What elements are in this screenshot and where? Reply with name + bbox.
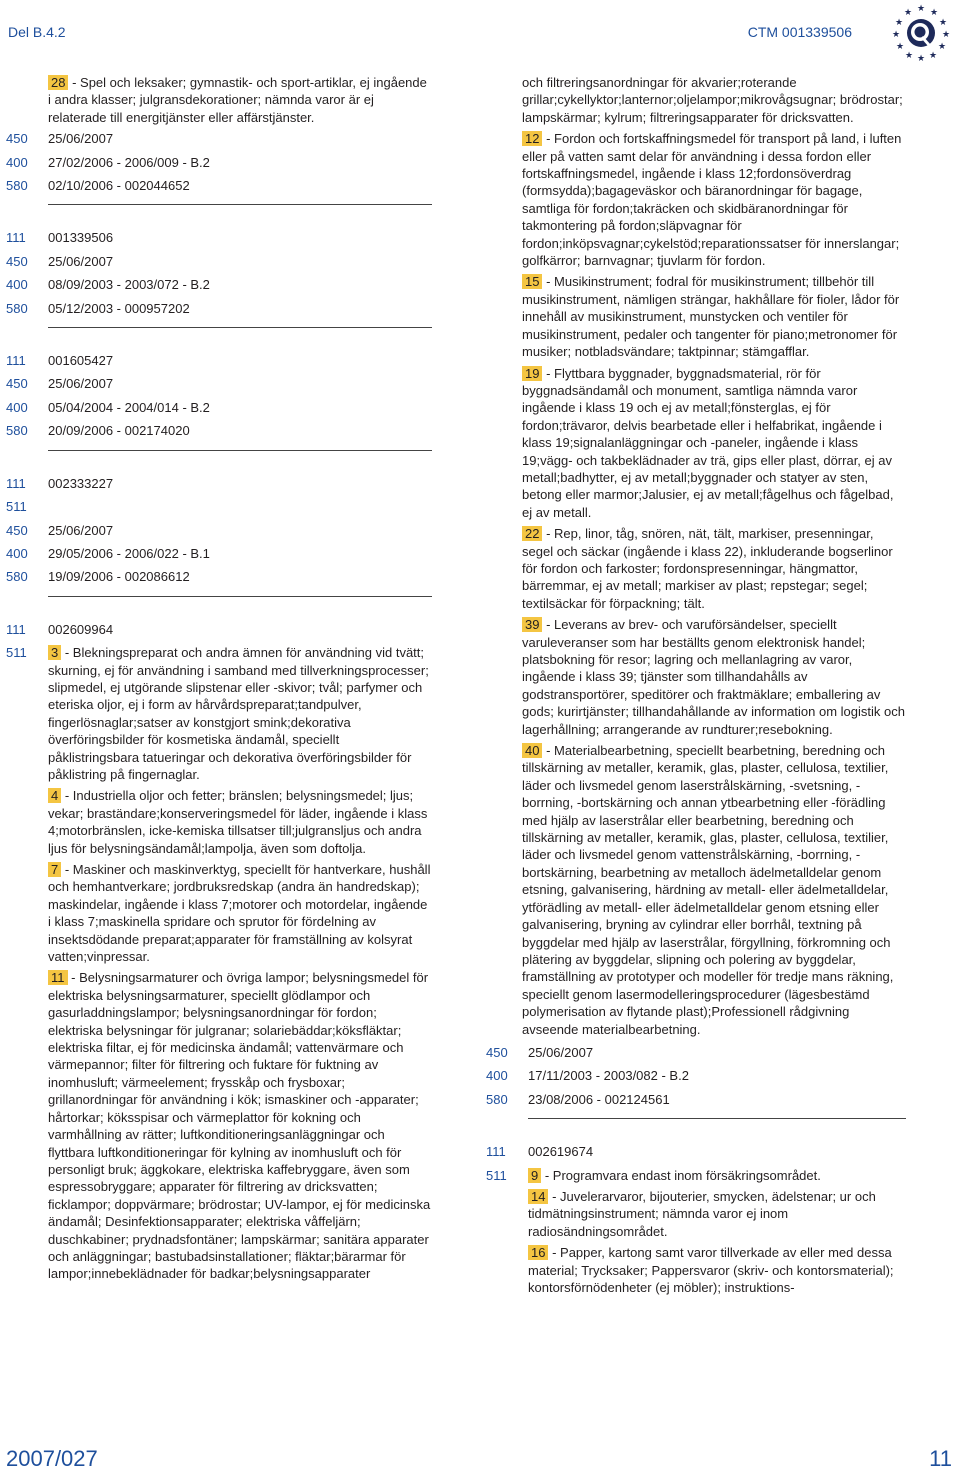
field-value: 001605427 — [48, 353, 114, 369]
field-code: 111 — [486, 1144, 506, 1160]
field-row — [0, 399, 432, 416]
class-description: - Rep, linor, tåg, snören, nät, tält, markiser, presenningar, segel och säckar (ingående i klass 22), inkluderande bogserlinor för fordon och farkoster; fordonspresenningar, hängmattor, bärremmar, ej av metall; markiser av plast; repstegar; segel; textilsäckar för förpackning; tält. — [522, 526, 893, 611]
field-value: 17/11/2003 - 2003/082 - B.2 — [528, 1068, 689, 1084]
field-row — [0, 177, 432, 194]
goods-class-paragraph — [48, 74, 432, 126]
svg-text:★: ★ — [895, 42, 905, 52]
svg-text:★: ★ — [903, 8, 913, 18]
goods-class-paragraph — [528, 1244, 906, 1296]
class-number-badge: 11 — [48, 970, 68, 985]
class-description: och filtreringsanordningar för akvarier;roterande grillar;cykellyktor;lanternor;oljelampor;mikrovågsugnar; brödrostar; lampskärmar; kylrum; filtreringsapparater för dricksvatten. — [522, 75, 903, 125]
field-value: 02/10/2006 - 002044652 — [48, 178, 190, 194]
class-description: - Papper, kartong samt varor tillverkade av eller med dessa material; Trycksaker; Pappersvaror (skriv- och kontorsmaterial); kontorsförnödenheter (ej möbler); instruktions- — [528, 1245, 894, 1295]
field-row — [0, 253, 432, 270]
class-number-badge: 12 — [522, 131, 542, 146]
svg-text:★: ★ — [894, 18, 904, 28]
class-number-badge: 15 — [522, 274, 542, 289]
goods-class-paragraph — [528, 1188, 906, 1240]
field-code: 580 — [6, 178, 28, 194]
field-code: 511 — [6, 499, 27, 515]
field-code: 400 — [6, 399, 28, 415]
goods-services-field — [480, 1167, 906, 1301]
field-value: 002609964 — [48, 621, 114, 637]
class-description: - Fordon och fortskaffningsmedel för transport på land, i luften eller på vatten samt delar för användning i dessa fordon eller fortskaffningsmedel, ingående i klass 12;fordonsöverdrag (formsydda);bagageväskor och bäranordningar för bagage, samtliga för fordon;takräcken och skidbäranordningar för takmontering på fordon;släpvagnar för fordon;inköpsvagnar;cykelstöd;reparationssatser för innerslangar; golfkärror; barnvagnar; tjuvlarm för fordon. — [522, 131, 902, 269]
class-number-badge: 19 — [522, 366, 542, 381]
svg-text:★: ★ — [928, 51, 938, 61]
goods-continuation-paragraph — [522, 74, 906, 126]
field-code: 580 — [6, 569, 28, 585]
goods-class-paragraph — [522, 273, 906, 360]
field-value: 05/12/2003 - 000957202 — [48, 300, 190, 316]
trademark-record — [0, 475, 432, 586]
field-value: 001339506 — [48, 230, 114, 246]
field-row — [480, 1091, 906, 1108]
field-row — [0, 545, 432, 562]
class-description: - Flyttbara byggnader, byggnadsmaterial, rör för byggnadsändamål och monument, samtliga nämnda varor ingående i klass 19 och ej av metall;fönsterglas, ej för fordon;trävaror, delvis bearbetade eller i helfabrikat, ingående i klass 19;signalanläggningar och -paneler, ingående i klass 19;vägg- och takbeklädnader av trä, gips eller plast, dörrar, ej av metall;badhytter, ej av metall;byggnader och statyer av sten, betong eller marmor;Jalusier, ej av metall;fågelhus och fågelbad, ej av metall. — [522, 365, 894, 520]
page-section-label: Del B.4.2 — [8, 24, 66, 40]
field-row — [480, 1044, 906, 1061]
field-code: 111 — [6, 230, 26, 246]
goods-class-paragraph — [522, 742, 906, 1038]
goods-services-field — [0, 644, 432, 1287]
field-row — [480, 1067, 906, 1084]
goods-services-list — [528, 1167, 906, 1301]
right-column — [480, 74, 906, 1306]
class-description: - Programvara endast inom försäkringsområdet. — [544, 1167, 821, 1183]
record-divider — [48, 596, 432, 597]
field-value: 25/06/2007 — [48, 253, 114, 269]
trademark-record — [480, 1143, 906, 1300]
class-number-badge: 16 — [528, 1245, 548, 1260]
class-description: - Blekningspreparat och andra ämnen för användning vid tvätt; skurning, ej för användning i samband med tillverkningsprocesser; slipmedel, ej utgörande slipstenar eller -skivor; tvål; parfymer och eteriska oljor, ej i form av hårvårdspreparat;tandpulver, fingerlösnaglar;satser av konstgjort smink;dekorativa överföringsbilder för kosmetiska ändamål, speciellt påklistringsbara tatueringar och dekorativa överföringsbilder för påklistring på fingernaglar. — [48, 645, 429, 782]
field-code: 111 — [6, 621, 26, 637]
field-value: 23/08/2006 - 002124561 — [528, 1091, 670, 1107]
class-number-badge: 39 — [522, 617, 542, 632]
field-value: 08/09/2003 - 2003/072 - B.2 — [48, 277, 210, 293]
class-number-badge: 3 — [48, 645, 61, 660]
field-row — [0, 154, 432, 171]
field-value: 20/09/2006 - 002174020 — [48, 423, 190, 439]
record-divider — [48, 204, 432, 205]
field-code: 450 — [6, 376, 28, 392]
svg-text:★: ★ — [904, 51, 914, 61]
field-row — [0, 130, 432, 147]
goods-class-paragraph — [522, 616, 906, 738]
goods-services-list — [48, 644, 432, 1287]
field-value: 27/02/2006 - 2006/009 - B.2 — [48, 154, 210, 170]
field-value: 29/05/2006 - 2006/022 - B.1 — [48, 545, 210, 561]
field-row — [0, 352, 432, 369]
bulletin-issue: 2007/027 — [6, 1446, 98, 1471]
field-value: 25/06/2007 — [528, 1044, 594, 1060]
field-value: 002333227 — [48, 475, 114, 491]
field-code: 400 — [486, 1068, 508, 1084]
trademark-record — [0, 621, 432, 1287]
goods-class-paragraph — [528, 1167, 906, 1184]
svg-text:★: ★ — [929, 8, 939, 18]
class-number-badge: 28 — [48, 75, 68, 90]
class-description: - Leverans av brev- och varuförsändelser, speciellt varuleveranser som har beställts genom elektronisk handel; platsbokning för resor; lagring och mellanlagring av varor, ingående i klass 39; tjänster som tillhandahålls av godstransportörer, speditörer och fraktmäklare; emballering av gods; kurirtjänster; tillhandahållande av information om logistik och lagerhållning; arrangerande av rundturer;resebokning. — [522, 617, 905, 737]
field-code: 400 — [6, 545, 28, 561]
goods-class-paragraph — [48, 787, 432, 857]
class-number-badge: 9 — [528, 1168, 541, 1183]
carry-over-goods-text — [48, 74, 432, 126]
eu-emblem-icon — [890, 2, 952, 62]
field-code: 580 — [486, 1091, 508, 1107]
svg-text:★: ★ — [891, 30, 901, 40]
field-code: 450 — [6, 131, 28, 147]
field-code: 450 — [486, 1044, 508, 1060]
field-value: 25/06/2007 — [48, 376, 114, 392]
field-code: 400 — [6, 154, 28, 170]
field-row — [0, 568, 432, 585]
svg-text:★: ★ — [941, 30, 951, 40]
page-number: 11 — [929, 1446, 952, 1471]
class-description: - Maskiner och maskinverktyg, speciellt för hantverkare, hushåll och hemhantverkare; jordbruksredskap (andra än handredskap); maskindelar, ingående i klass 7;motorer och motordelar, ingående i klass 7;maskinella spridare och sprutor för fördelning av insektsdödande preparat;apparater för framställning av kolsyrat vatten;vinpressar. — [48, 862, 431, 965]
carry-over-goods-text — [522, 74, 906, 1038]
svg-text:★: ★ — [916, 54, 926, 62]
svg-text:★: ★ — [938, 18, 948, 28]
trademark-record — [0, 352, 432, 440]
class-description: - Musikinstrument; fodral för musikinstrument; tillbehör till musikinstrument, nämligen strängar, hakhållare för fioler, lådor för innehåll av musikinstrument, munstycken och ventiler för musikinstrument, pedaler och tangenter för piano;metronomer för musiker; notbladsvändare; taktpinnar; stämgafflar. — [522, 274, 900, 360]
field-code: 400 — [6, 277, 28, 293]
goods-class-paragraph — [522, 525, 906, 612]
field-row — [0, 300, 432, 317]
field-value: 25/06/2007 — [48, 131, 114, 147]
class-number-badge: 40 — [522, 743, 542, 758]
class-number-badge: 14 — [528, 1189, 548, 1204]
field-row — [0, 621, 432, 638]
svg-text:★: ★ — [937, 42, 947, 52]
field-row — [0, 475, 432, 492]
field-code: 450 — [6, 253, 28, 269]
field-row — [0, 522, 432, 539]
class-description: - Belysningsarmaturer och övriga lampor; belysningsmedel för elektriska belysningsarmaturer, speciellt glödlampor och gasurladdningslampor; belysningsanordningar för fordon; elektriska belysningar för julgranar; solariebäddar;köksfläktar; elektriska filtar, ej för medicinska ändamål; vattenvärmare och värmepannor; filter för filtrering och fuktare för fuktning av inomhusluft; värmeelement; frysskåp och frysboxar; grillanordningar för användning i kök; ismaskiner och -apparater; hårtorkar; köksspisar och värmeplattor för kokning och varmhållning av rätter; luftkonditioneringsanläggningar och flyttbara luftkonditioneringar för kylning av inomhusluft och för personligt bruk; äggkokare, elektriska kaffebryggare, även som espressobryggare; apparater för filtrering av dricksvatten; ficklampor; doppvärmare; brödrostar; UV-lampor, ej för medicinska ändamål; Desinfektionsapparater; elektriska våffeljärn; duschkabiner; prydnadsfontäner; lampskärmar; sanitära apparater och anläggningar; bastubadsinstallationer; fläktar;bärarmar för lampor;innebeklädnader för badkar;belysningsapparater — [48, 970, 431, 1282]
record-fields — [480, 1044, 906, 1108]
record-divider — [48, 450, 432, 451]
field-row — [0, 229, 432, 246]
field-value: 002619674 — [528, 1144, 594, 1160]
record-divider — [528, 1118, 906, 1119]
field-row — [0, 422, 432, 439]
record-divider — [48, 327, 432, 328]
goods-class-paragraph — [48, 644, 432, 783]
left-column — [0, 74, 432, 1293]
class-number-badge: 4 — [48, 788, 61, 803]
class-description: - Juvelerarvaror, bijouterier, smycken, ädelstenar; ur och tidmätningsinstrument; nämnda varor ej inom radiosändningsområdet. — [528, 1188, 876, 1239]
field-row — [0, 498, 432, 515]
class-number-badge: 7 — [48, 862, 61, 877]
field-code: 580 — [6, 423, 28, 439]
goods-class-paragraph — [522, 130, 906, 269]
goods-class-paragraph — [48, 969, 432, 1282]
field-value: 25/06/2007 — [48, 522, 114, 538]
field-value: 05/04/2004 - 2004/014 - B.2 — [48, 399, 210, 415]
field-code: 580 — [6, 300, 28, 316]
class-description: - Industriella oljor och fetter; bränslen; belysningsmedel; ljus; vekar; braständare;konserveringsmedel för läder, ingående i klass 4;motorbränslen, icke-kemiska tillsatser till;julgransljus och andra ljus för belysningsändamål;lampolja, även som doftolja. — [48, 788, 428, 856]
class-description: - Spel och leksaker; gymnastik- och sport-artiklar, ej ingående i andra klasser; julgransdekorationer; nämnda varor är ej relaterade till energitjänster eller affärstjänster. — [48, 75, 427, 125]
field-row — [480, 1143, 906, 1160]
goods-class-paragraph — [522, 365, 906, 522]
class-description: - Materialbearbetning, speciellt bearbetning, beredning och tillskärning av metaller, keramik, glas, plaster, cellulosa, textilier, läder och livsmedel genom laserstrålskärning, -svetsning, -borrning, -bortskärning och annan ytbearbetning eller -förädling med hjälp av laserstrålar eller bearbetning, beredning och tillskärning av metaller, keramik, glas, plaster, cellulosa, textilier, läder och livsmedel genom vattenstrålskärning, -borrning, -bortskärning, bearbetning av metalloch ädelmetalldelar genom etsning, galvanisering, härdning av metall- eller ädelmetalldelar, ytförädling av metall- eller ädelmetalldelar genom etsning eller galvanisering, bryning av cylindrar eller borrhål, textning på byggdelar med hjälp av laserstrålar, förgyllning, förkromning och plätering av byggdelar, slipning och polering av byggdelar, framställning av prototyper och modeller för tredje mans räkning, speciellt genom lasermodelleringsprocedurer (lägesbestämd polymerisation av flytande plast);Professionell rådgivning avseende materialbearbetning. — [522, 743, 894, 1037]
goods-class-paragraph — [48, 861, 432, 965]
record-fields — [0, 130, 432, 194]
field-code: 511 — [486, 1167, 507, 1183]
field-code: 511 — [6, 645, 27, 661]
svg-text:★: ★ — [916, 4, 926, 14]
class-number-badge: 22 — [522, 526, 542, 541]
trademark-number-header: CTM 001339506 — [747, 24, 852, 40]
field-code: 111 — [6, 353, 26, 369]
field-code: 450 — [6, 522, 28, 538]
field-row — [0, 375, 432, 392]
field-value: 19/09/2006 - 002086612 — [48, 569, 190, 585]
field-code: 111 — [6, 475, 26, 491]
trademark-record — [0, 229, 432, 317]
field-row — [0, 276, 432, 293]
